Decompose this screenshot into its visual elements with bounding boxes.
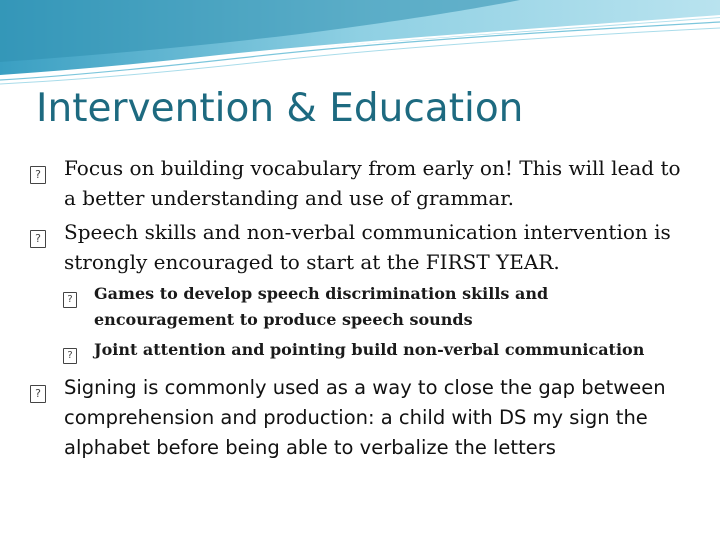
bullet-item [30,217,690,277]
sub-bullet-text: Joint attention and pointing build non-verbal communication [94,340,645,359]
sub-bullet-item [30,337,690,363]
bullet-marker [63,337,94,364]
missing-glyph-icon: ? [30,166,46,184]
bullet-marker [30,217,64,248]
sub-bullet-item [30,281,690,333]
sub-bullet-text: Games to develop speech discrimination skills and encouragement to produce speech sounds [94,284,549,329]
bullet-marker [30,373,64,403]
bullet-list [30,153,690,467]
bullet-text: Focus on building vocabulary from early on! This will lead to a better understanding and use of grammar. [64,156,681,210]
header-wave-decoration [0,0,720,90]
bullet-text: Speech skills and non-verbal communication intervention is strongly encouraged to start at the FIRST YEAR. [64,220,671,274]
missing-glyph-icon: ? [30,385,46,403]
bullet-marker [30,153,64,184]
bullet-text: Signing is commonly used as a way to close the gap between comprehension and production: a child with DS my sign the alphabet before being able to verbalize the letters [64,376,666,459]
slide-title: Intervention & Education [36,86,524,131]
bullet-marker [63,281,94,308]
missing-glyph-icon: ? [63,348,77,364]
bullet-item [30,373,690,463]
missing-glyph-icon: ? [30,230,46,248]
missing-glyph-icon: ? [63,292,77,308]
bullet-item [30,153,690,213]
